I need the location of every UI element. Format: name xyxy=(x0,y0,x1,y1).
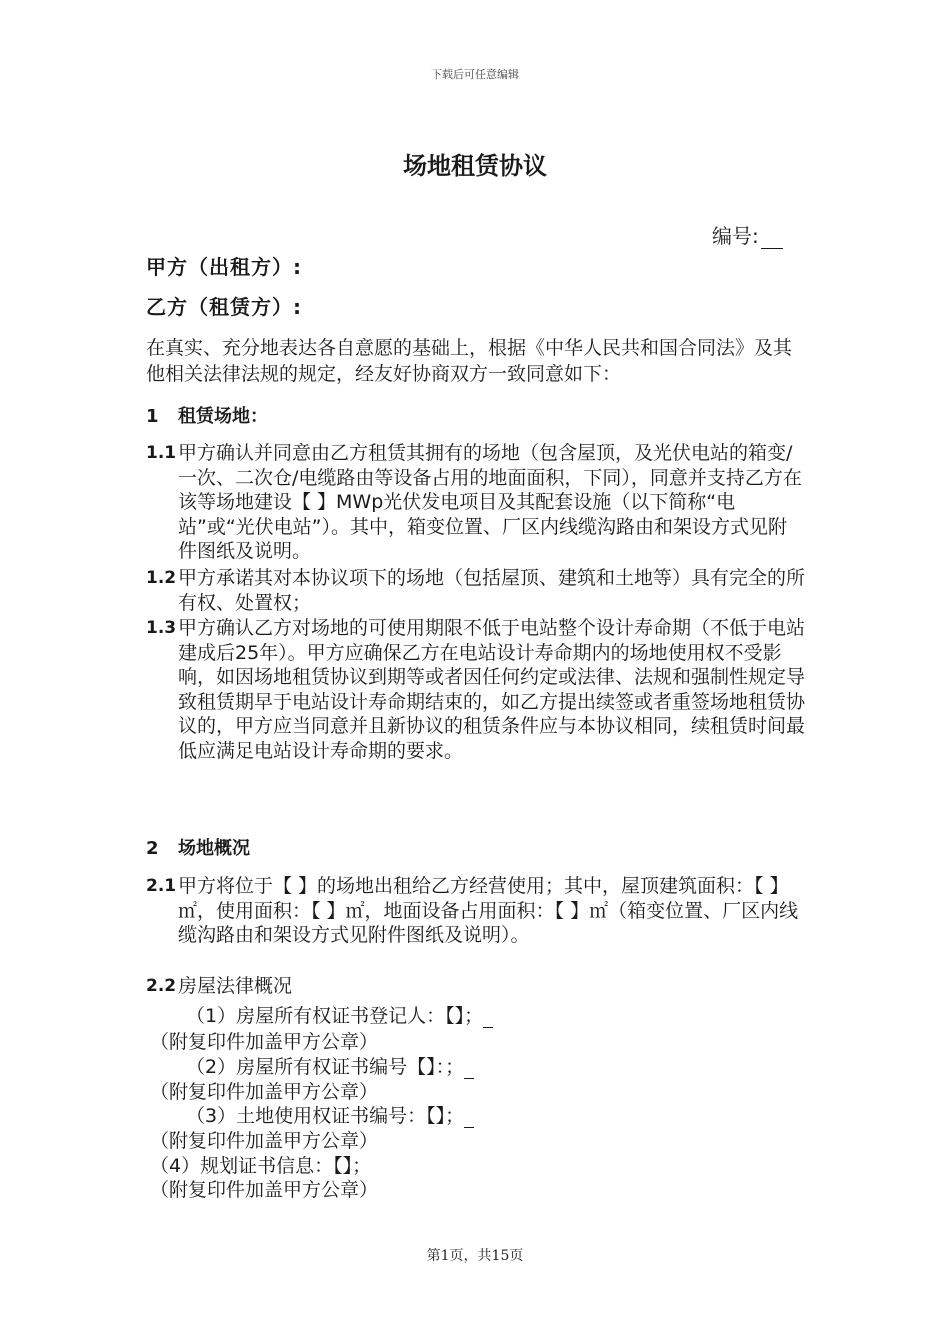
seal-note: （附复印件加盖甲方公章） xyxy=(150,1081,379,1103)
clause-2-2 xyxy=(146,974,806,999)
party-a-label: 甲方（出租方）: xyxy=(146,255,302,279)
party-b-label: 乙方（租赁方）: xyxy=(146,295,302,319)
section-1-title: 租赁场地： xyxy=(178,406,268,427)
line-text: （1）房屋所有权证书登记人：【】； xyxy=(186,1005,484,1027)
property-cert-number-line xyxy=(186,1052,474,1079)
line-text: （3）土地使用权证书编号：【】； xyxy=(186,1105,465,1127)
clause-2-1 xyxy=(146,874,806,948)
contract-number xyxy=(712,220,783,249)
clause-1-2 xyxy=(146,566,806,615)
clause-1-1 xyxy=(146,441,806,564)
line-text: （2）房屋所有权证书编号【】：； xyxy=(186,1056,465,1078)
section-1-heading xyxy=(146,402,268,428)
clause-label: 1.1 xyxy=(146,443,177,463)
seal-note: （附复印件加盖甲方公章） xyxy=(150,1179,379,1201)
document-title: 场地租赁协议 xyxy=(403,151,547,180)
seal-note: （附复印件加盖甲方公章） xyxy=(150,1130,379,1152)
section-2-number: 2 xyxy=(146,838,159,859)
contract-number-label: 编号: xyxy=(712,224,759,248)
contract-number-blank xyxy=(761,226,783,249)
clause-text: 房屋法律概况 xyxy=(178,975,293,997)
clause-text: 甲方承诺其对本协议项下的场地（包括屋顶、建筑和土地等）具有完全的所有权、处置权； xyxy=(178,567,806,614)
page-header-note: 下载后可任意编辑 xyxy=(431,68,519,81)
underline-blank xyxy=(483,1007,493,1028)
clause-text: 甲方将位于【 】的场地出租给乙方经营使用；其中，屋顶建筑面积：【 】㎡，使用面积：【 】㎡，地面设备占用面积：【 】㎡（箱变位置、厂区内线缆沟路由和架设方式见附件图纸及说明）。 xyxy=(178,875,799,946)
section-2-title: 场地概况 xyxy=(178,838,250,859)
section-1-number: 1 xyxy=(146,406,159,427)
planning-cert-line: （4）规划证书信息：【】； xyxy=(150,1155,372,1177)
seal-note: （附复印件加盖甲方公章） xyxy=(150,1031,379,1053)
clause-text: 甲方确认乙方对场地的可使用期限不低于电站整个设计寿命期（不低于电站建成后25年）。甲方应确保乙方在电站设计寿命期内的场地使用权不受影响，如因场地租赁协议到期等或者因任何约定或法律、法规和强制性规定导致租赁期早于电站设计寿命期结束的，如乙方提出续签或者重签场地租赁协议的，甲方应当同意并且新协议的租赁条件应与本协议相同，续租赁时间最低应满足电站设计寿命期的要求。 xyxy=(178,617,806,762)
clause-1-3 xyxy=(146,616,806,763)
clause-label: 1.3 xyxy=(146,618,177,638)
underline-blank xyxy=(464,1107,474,1128)
clause-text: 甲方确认并同意由乙方租赁其拥有的场地（包含屋顶，及光伏电站的箱变/一次、二次仓/电缆路由等设备占用的地面面积，下同），同意并支持乙方在该等场地建设【 】MWp光伏发电项目及其配套设施（以下简称“电站”或“光伏电站”）。其中，箱变位置、厂区内线缆沟路由和架设方式见附件图纸及说明。 xyxy=(178,442,802,562)
intro-paragraph: 在真实、充分地表达各自意愿的基础上，根据《中华人民共和国合同法》及其他相关法律法规的规定，经友好协商双方一致同意如下： xyxy=(146,337,793,385)
clause-label: 1.2 xyxy=(146,568,177,588)
clause-label: 2.2 xyxy=(146,976,177,996)
land-cert-number-line xyxy=(186,1101,474,1128)
underline-blank xyxy=(464,1058,474,1079)
clause-label: 2.1 xyxy=(146,876,177,896)
property-owner-line xyxy=(186,1001,493,1028)
section-2-heading xyxy=(146,834,250,860)
page-footer: 第1页，共15页 xyxy=(426,1248,524,1264)
